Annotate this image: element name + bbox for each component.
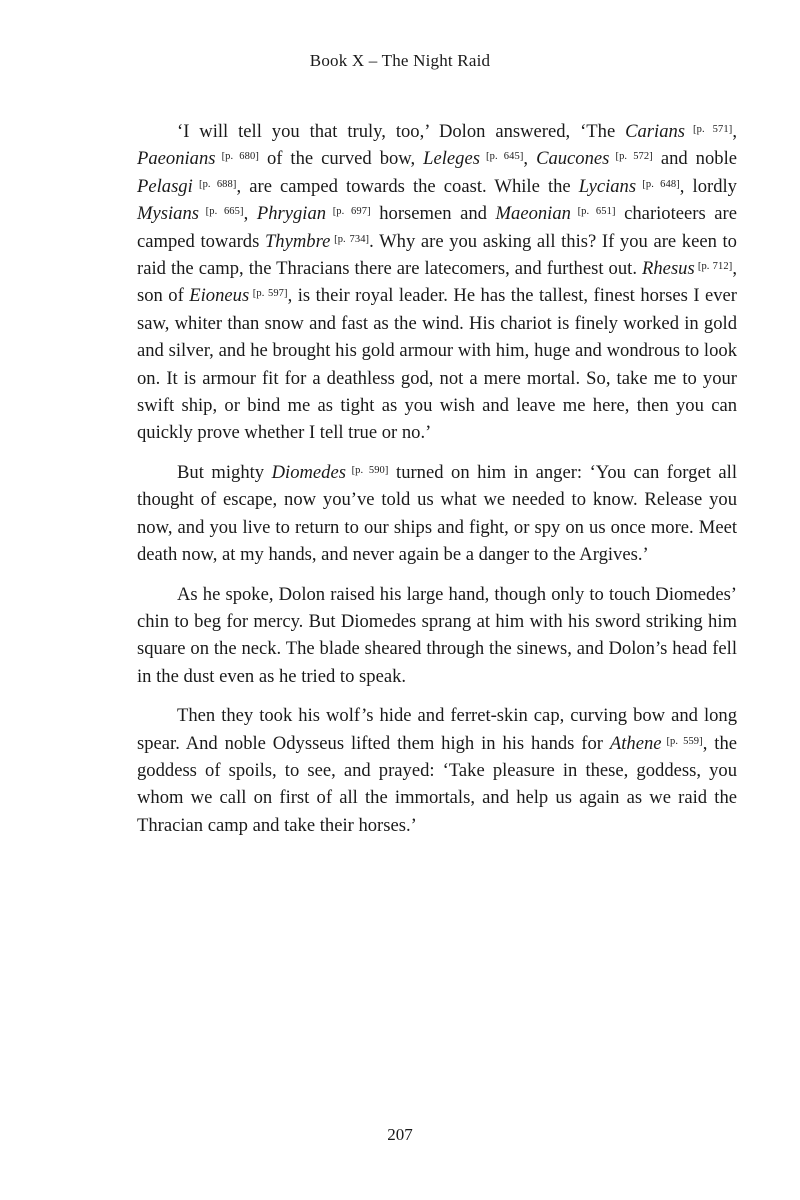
italic-name: Leleges [423, 148, 480, 170]
text-run: , are camped towards the coast. While the [236, 175, 579, 197]
text-run: , is their royal leader. He has the tallest, finest horses I ever saw, whiter than snow and fast as the wind. His chariot is finely worked in gold and silver, and he brought his gold armour with him, huge and wondrous to look on. It is armour fit for a deathless god, not a mere mortal. So, take me to your swift ship, or bind me as tight as you wish and leave me here, then you can quickly prove whether I tell true or no.’ [137, 285, 737, 444]
italic-name: Maeonian [495, 203, 571, 225]
page-number: 207 [387, 1125, 413, 1144]
text-run: , [732, 121, 737, 142]
page-reference: [p. 571] [685, 124, 733, 135]
page-reference: [p. 665] [198, 206, 244, 218]
text-run: horsemen and [370, 203, 496, 225]
paragraph [137, 702, 737, 839]
text-run: , lordly [679, 175, 737, 197]
text-run: As he spoke, Dolon raised his large hand, though only to touch Diomedes’ chin to beg for mercy. But Diomedes sprang at him with his sword striking him square on the neck. The blade sheared through the sinews, and Dolon’s head fell in the dust even as he tried to speak. [137, 583, 737, 687]
text-run: , [523, 148, 537, 170]
text-run: Then they took his wolf’s hide and ferret-skin cap, curving bow and long spear. And noble Odysseus lifted them high in his hands for [137, 705, 737, 754]
page-reference: [p. 590] [345, 464, 389, 476]
italic-name: Eioneus [189, 285, 250, 307]
paragraph [137, 118, 737, 447]
italic-name: Diomedes [271, 461, 346, 483]
page-reference: [p. 734] [330, 233, 370, 245]
running-header: Book X – The Night Raid [309, 51, 491, 70]
page-reference: [p. 712] [694, 261, 733, 273]
text-run: charioteers are camped towards [137, 203, 737, 252]
italic-name: Caucones [536, 148, 610, 170]
italic-name: Pelasgi [137, 175, 193, 197]
italic-name: Phrygian [256, 203, 327, 225]
page-reference: [p. 697] [326, 206, 371, 218]
text-run: , [243, 203, 257, 225]
italic-name: Thymbre [264, 230, 331, 252]
text-run: and noble [652, 148, 737, 170]
page-reference: [p. 559] [661, 735, 703, 747]
text-run: turned on him in anger: ‘You can forget all thought of escape, now you’ve told us what we needed to know. Release you now, and you live to return to our ships and fight, or spy on us once more. Meet death now, at my hands, and never again be a danger to the Argives.’ [137, 461, 737, 566]
paragraph [137, 459, 737, 569]
body-text [137, 118, 737, 851]
text-run: But mighty [177, 461, 272, 483]
page-reference: [p. 645] [479, 151, 524, 163]
italic-name: Paeonians [137, 148, 216, 170]
page-reference: [p. 680] [215, 151, 259, 163]
italic-name: Lycians [578, 175, 637, 197]
italic-name: Mysians [137, 203, 199, 225]
page-reference: [p. 648] [636, 178, 680, 190]
page-reference: [p. 651] [570, 206, 616, 218]
text-run: ‘I will tell you that truly, too,’ Dolon answered, ‘The [177, 121, 626, 142]
paragraph [137, 581, 737, 691]
text-run: . Why are you asking all this? If you are keen to raid the camp, the Thracians there are latecomers, and furthest out. [137, 230, 737, 280]
text-run: , the goddess of spoils, to see, and prayed: ‘Take pleasure in these, goddess, you whom we call on first of all the immortals, and help us again as we raid the Thracian camp and take their horses.’ [137, 732, 737, 836]
page-reference: [p. 688] [192, 178, 237, 190]
page-reference: [p. 597] [249, 288, 288, 300]
italic-name: Athene [609, 732, 662, 754]
text-run: , son of [137, 258, 737, 307]
page-reference: [p. 572] [609, 151, 653, 163]
italic-name: Rhesus [642, 258, 695, 280]
italic-name: Carians [625, 121, 686, 142]
text-run: of the curved bow, [258, 148, 424, 170]
